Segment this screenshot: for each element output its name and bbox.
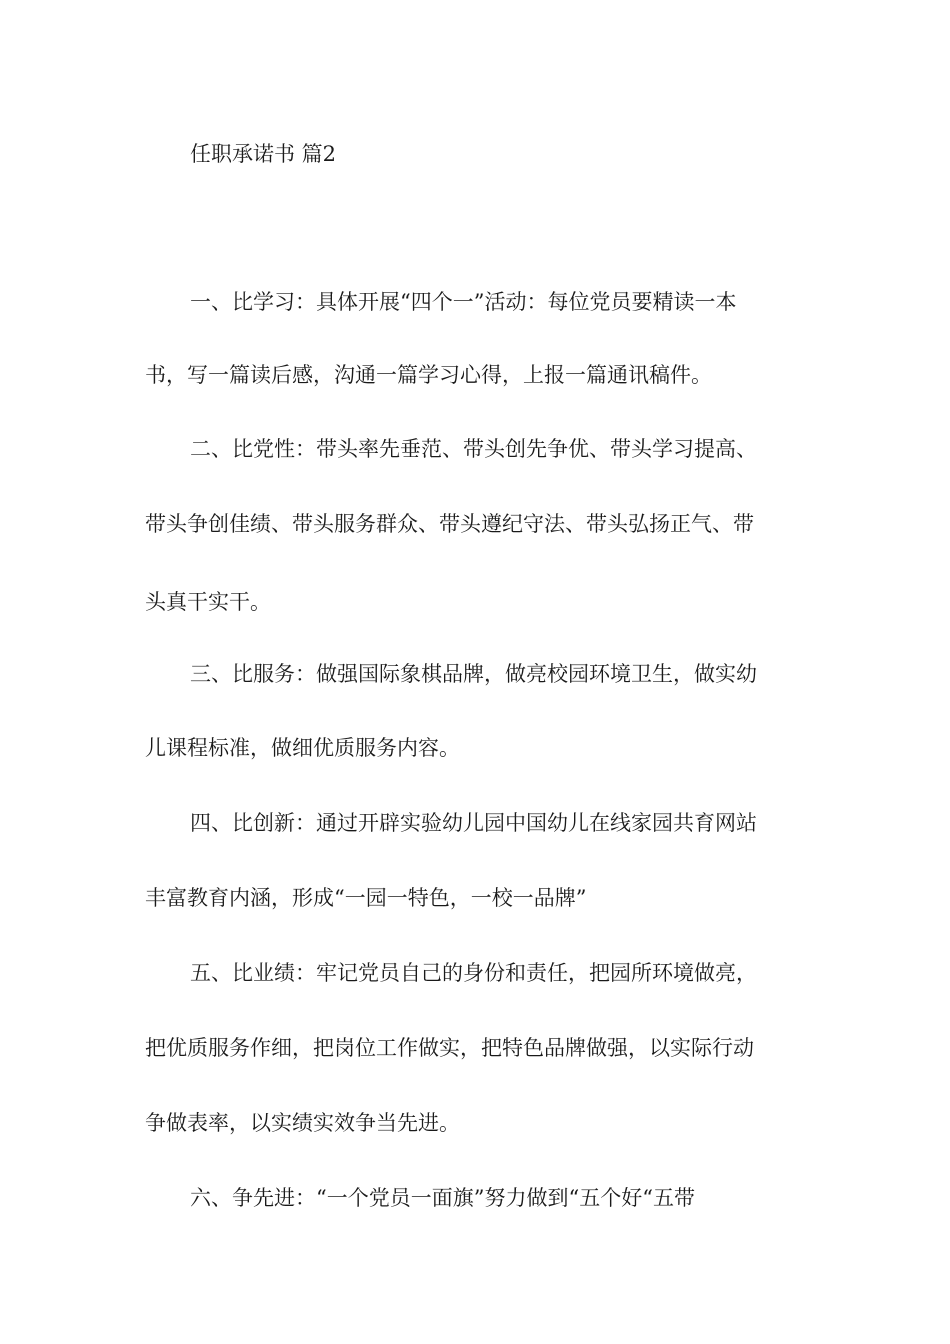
paragraph-2-line-3: 头真干实干。: [145, 590, 271, 614]
document-title: 任职承诺书 篇2: [190, 142, 337, 166]
paragraph-2-line-1: 二、比党性：带头率先垂范、带头创先争优、带头学习提高、: [190, 437, 757, 461]
paragraph-6-line-1: 六、争先进：“一个党员一面旗”努力做到“五个好“五带: [190, 1186, 695, 1210]
paragraph-3-line-2: 儿课程标准，做细优质服务内容。: [145, 736, 460, 760]
paragraph-3-line-1: 三、比服务：做强国际象棋品牌，做亮校园环境卫生，做实幼: [190, 662, 757, 686]
paragraph-4-line-1: 四、比创新：通过开辟实验幼儿园中国幼儿在线家园共育网站: [190, 811, 757, 835]
paragraph-5-line-1: 五、比业绩：牢记党员自己的身份和责任，把园所环境做亮，: [190, 961, 757, 985]
paragraph-2-line-2: 带头争创佳绩、带头服务群众、带头遵纪守法、带头弘扬正气、带: [145, 512, 754, 536]
paragraph-4-line-2: 丰富教育内涵，形成“一园一特色，一校一品牌”: [145, 886, 587, 910]
paragraph-5-line-3: 争做表率，以实绩实效争当先进。: [145, 1111, 460, 1135]
paragraph-5-line-2: 把优质服务作细，把岗位工作做实，把特色品牌做强，以实际行动: [145, 1036, 754, 1060]
paragraph-1-line-2: 书，写一篇读后感，沟通一篇学习心得，上报一篇通讯稿件。: [145, 363, 712, 387]
paragraph-1-line-1: 一、比学习：具体开展“四个一”活动：每位党员要精读一本: [190, 290, 737, 314]
